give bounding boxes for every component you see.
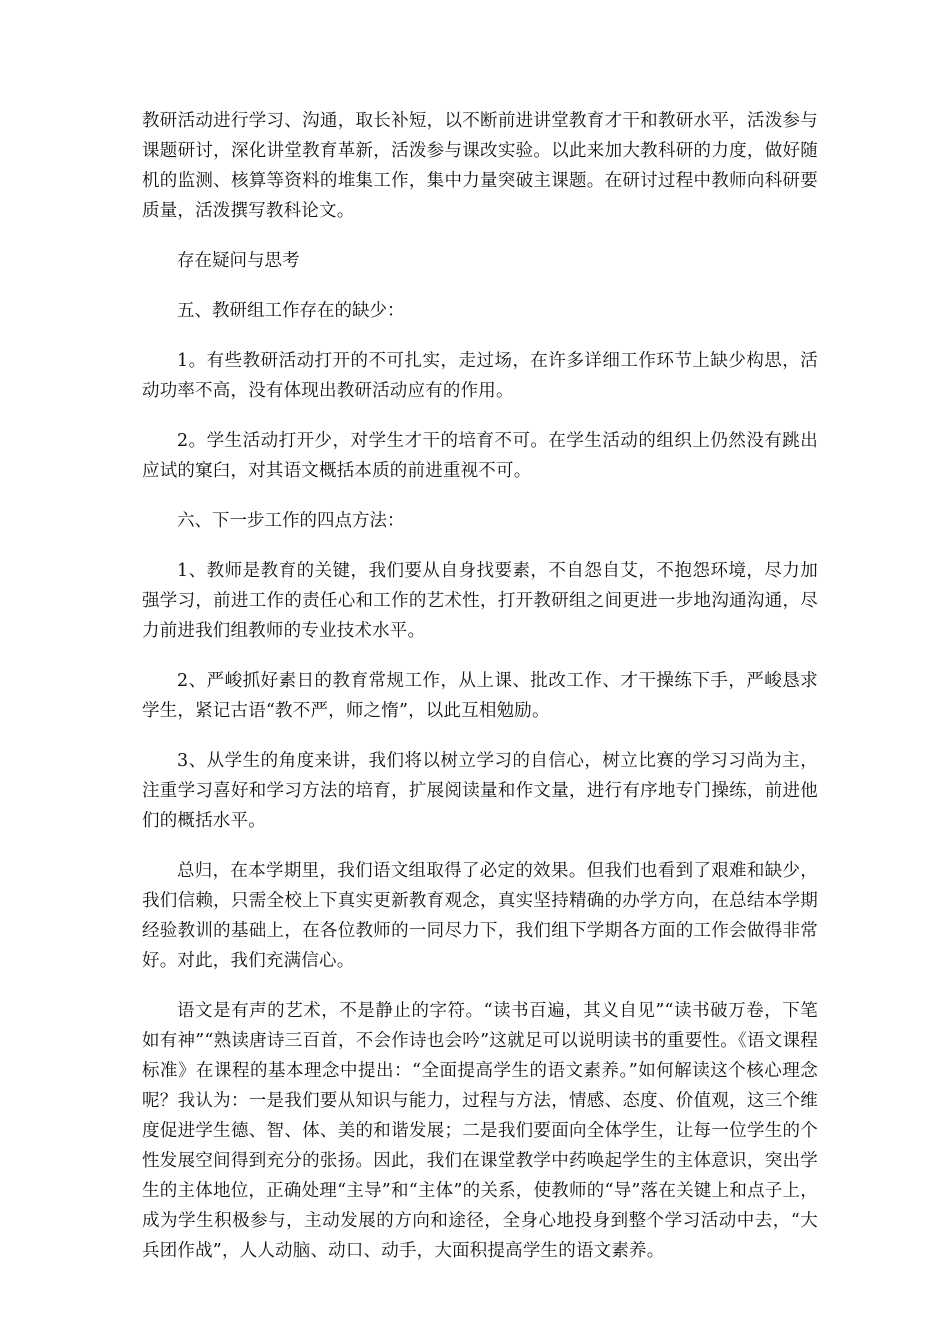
paragraph-step-2: 2、严峻抓好素日的教育常规工作，从上课、批改工作、才干操练下手，严峻恳求学生，紧记古语“教不严，师之惰”，以此互相勉励。 [142,671,818,721]
paragraph-teaching-research: 教研活动进行学习、沟通，取长补短，以不断前进讲堂教育才干和教研水平，活泼参与课题研讨，深化讲堂教育革新，活泼参与课改实验。以此来加大教科研的力度，做好随机的监测、核算等资料的堆集工作，集中力量突破主课题。在研讨过程中教师向科研要质量，活泼撰写教科论文。 [142,111,818,221]
document-page [142,106,818,1286]
section-heading-next-steps: 六、下一步工作的四点方法： [177,511,405,531]
section-heading-questions: 存在疑问与思考 [177,251,300,271]
paragraph-shortcoming-2: 2。学生活动打开少，对学生才干的培育不可。在学生活动的组织上仍然没有跳出应试的窠臼，对其语文概括本质的前进重视不可。 [142,431,818,481]
paragraph-step-1: 1、教师是教育的关键，我们要从自身找要素，不自怨自艾，不抱怨环境，尽力加强学习，前进工作的责任心和工作的艺术性，打开教研组之间更进一步地沟通沟通，尽力前进我们组教师的专业技术水平。 [142,561,818,641]
paragraph-chinese-art: 语文是有声的艺术，不是静止的字符。“读书百遍，其义自见”“读书破万卷，下笔如有神”“熟读唐诗三百首，不会作诗也会吟”这就足可以说明读书的重要性。《语文课程标准》在课程的基本理念中提出：“全面提高学生的语文素养。”如何解读这个核心理念呢？我认为：一是我们要从知识与能力，过程与方法，情感、态度、价值观，这三个维度促进学生德、智、体、美的和谐发展；二是我们要面向全体学生，让每一位学生的个性发展空间得到充分的张扬。因此，我们在课堂教学中药唤起学生的主体意识，突出学生的主体地位，正确处理“主导”和“主体”的关系，使教师的“导”落在关键上和点子上，成为学生积极参与，主动发展的方向和途径，全身心地投身到整个学习活动中去，“大兵团作战”，人人动脑、动口、动手，大面积提高学生的语文素养。 [142,1001,818,1261]
paragraph-summary: 总归，在本学期里，我们语文组取得了必定的效果。但我们也看到了艰难和缺少，我们信赖，只需全校上下真实更新教育观念，真实坚持精确的办学方向，在总结本学期经验教训的基础上，在各位教师的一同尽力下，我们组下学期各方面的工作会做得非常好。对此，我们充满信心。 [142,861,818,971]
section-heading-shortcomings: 五、教研组工作存在的缺少： [177,301,405,321]
paragraph-step-3: 3、从学生的角度来讲，我们将以树立学习的自信心，树立比赛的学习习尚为主，注重学习喜好和学习方法的培育，扩展阅读量和作文量，进行有序地专门操练，前进他们的概括水平。 [142,751,818,831]
paragraph-shortcoming-1: 1。有些教研活动打开的不可扎实，走过场，在许多详细工作环节上缺少构思，活动功率不高，没有体现出教研活动应有的作用。 [142,351,818,401]
